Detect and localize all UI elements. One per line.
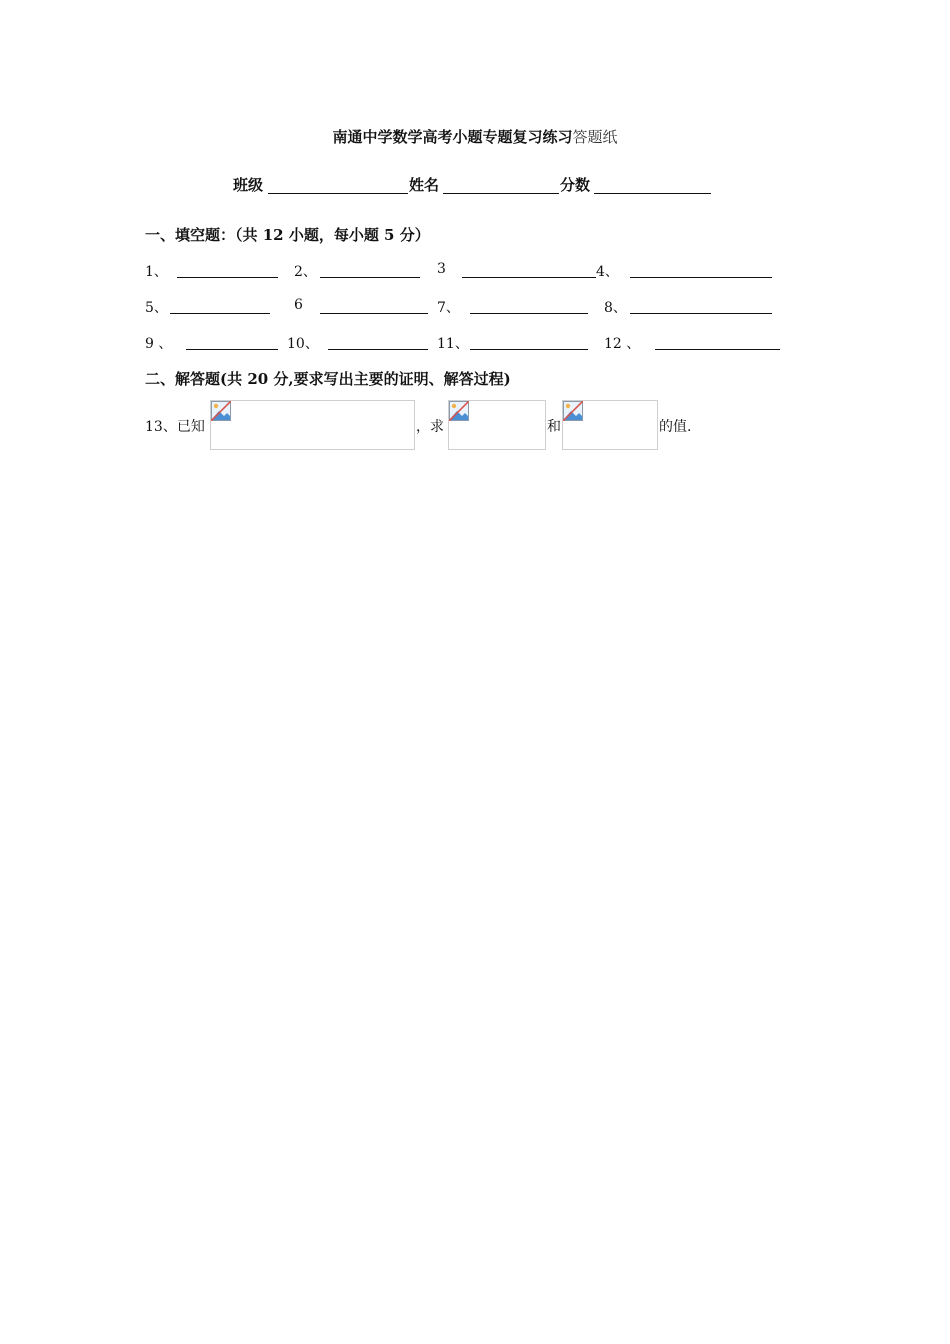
answer-label-4: 4、 [596,264,619,280]
question-13-prefix: 13、已知 [145,419,205,435]
answer-blank-3[interactable] [462,277,596,278]
name-label: 姓名 [409,176,440,194]
section1-heading: 一、填空题：（共 12 小题，每小题 5 分） [145,226,430,244]
class-label: 班级 [233,176,264,194]
answer-label-8: 8、 [604,300,627,316]
answer-blank-9[interactable] [186,349,278,350]
answer-blank-11[interactable] [470,349,588,350]
class-blank[interactable] [268,193,408,194]
answer-blank-2[interactable] [320,277,420,278]
title-main: 南通中学数学高考小题专题复习练习 [332,128,573,146]
name-blank[interactable] [443,193,559,194]
page-title [0,126,950,147]
answer-label-12: 12 、 [604,336,641,352]
broken-image-icon [449,401,469,421]
answer-label-9: 9 、 [145,336,173,352]
formula-image-3 [562,400,658,450]
answer-label-1: 1、 [145,264,168,280]
broken-image-icon [563,401,583,421]
answer-label-7: 7、 [437,300,460,316]
answer-blank-7[interactable] [470,313,588,314]
score-label: 分数 [560,176,591,194]
answer-blank-10[interactable] [328,349,428,350]
broken-image-icon [211,401,231,421]
score-blank[interactable] [594,193,711,194]
answer-blank-4[interactable] [630,277,772,278]
answer-blank-6[interactable] [320,313,428,314]
section2-heading: 二、解答题(共 20 分,要求写出主要的证明、解答过程) [145,370,511,388]
answer-blank-12[interactable] [655,349,780,350]
title-suffix: 答题纸 [572,128,618,146]
answer-label-6: 6 [294,297,303,313]
answer-label-5: 5、 [145,300,168,316]
answer-blank-5[interactable] [170,313,270,314]
answer-blank-8[interactable] [630,313,772,314]
answer-label-10: 10、 [287,336,319,352]
answer-label-11: 11、 [437,336,469,352]
question-13-tail: 的值. [659,419,692,435]
answer-label-3: 3 [437,261,446,277]
question-13-sep1: ，求 [416,419,444,435]
question-13-sep2: 和 [547,419,561,435]
formula-image-1 [210,400,415,450]
formula-image-2 [448,400,546,450]
answer-blank-1[interactable] [177,277,278,278]
answer-label-2: 2、 [294,264,317,280]
